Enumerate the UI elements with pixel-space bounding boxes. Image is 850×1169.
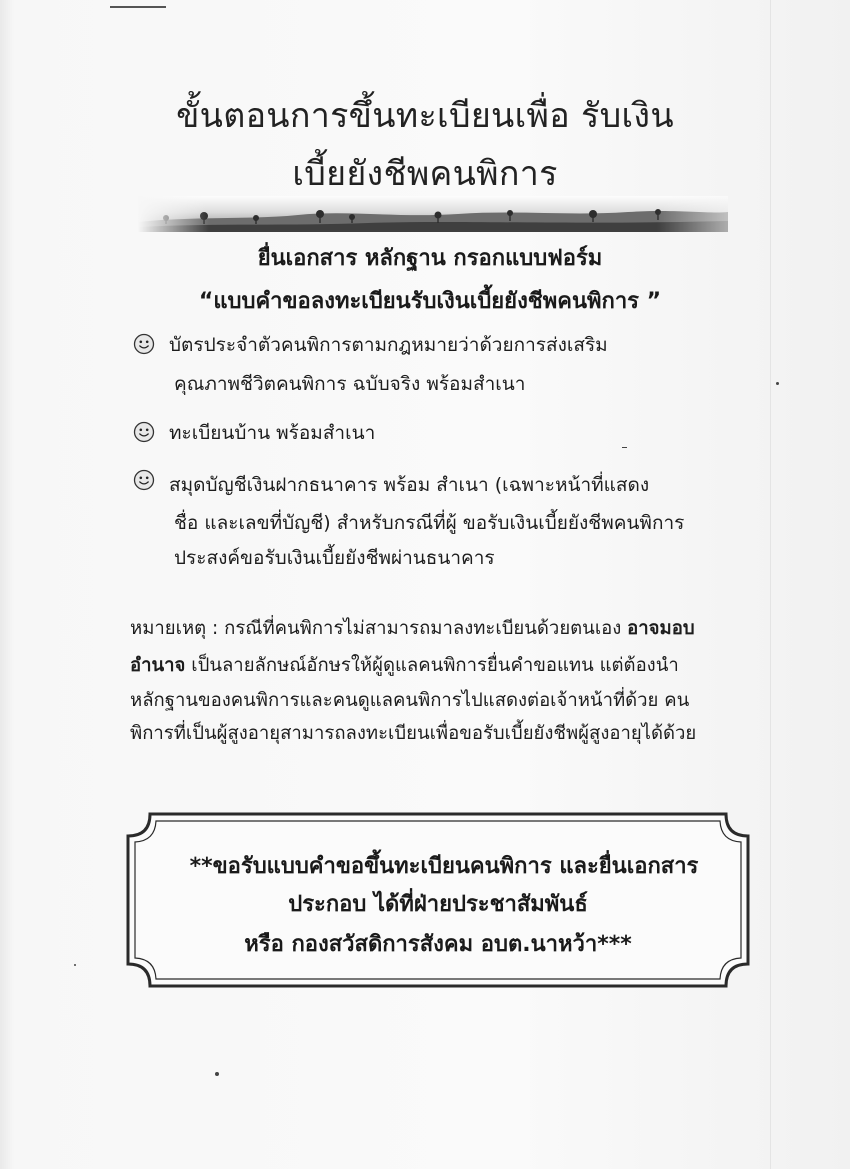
remark-line (130, 614, 740, 643)
document-line: คุณภาพชีวิตคนพิการ ฉบับจริง พร้อมสำเนา (174, 373, 526, 395)
remark-line (130, 651, 740, 680)
remark-line: พิการที่เป็นผู้สูงอายุสามารถลงทะเบียนเพื่อขอรับเบี้ยยังชีพผู้สูงอายุได้ด้วย (130, 723, 697, 744)
document-line: บัตรประจำตัวคนพิการตามกฎหมายว่าด้วยการส่งเสริม (169, 334, 608, 356)
document-line: ชื่อ และเลขที่บัญชี) สำหรับกรณีที่ผู้ ขอรับเงินเบี้ยยังชีพคนพิการ (174, 512, 685, 534)
remark-text: เป็นลายลักษณ์อักษรให้ผู้ดูแลคนพิการยื่นคำขอแทน แต่ต้องนำ (185, 655, 679, 676)
contact-line-1: **ขอรับแบบคำขอขึ้นทะเบียนคนพิการ และยื่นเอกสาร (189, 854, 699, 879)
landscape-banner-image (138, 196, 728, 232)
document-line: สมุดบัญชีเงินฝากธนาคาร พร้อม สำเนา (เฉพาะหน้าที่แสดง (169, 474, 650, 496)
scan-speck (622, 447, 627, 448)
remark-emphasis: อำนาจ (130, 655, 186, 676)
scan-speck (74, 964, 76, 966)
contact-line-3: หรือ กองสวัสดิการสังคม อบต.นาหว้า*** (244, 932, 632, 957)
document-line: ประสงค์ขอรับเงินเบี้ยยังชีพผ่านธนาคาร (174, 547, 495, 569)
remark-emphasis: อาจมอบ (627, 618, 695, 639)
contact-line-2: ประกอบ ได้ที่ฝ่ายประชาสัมพันธ์ (288, 892, 588, 917)
scan-mark (110, 6, 166, 8)
scan-speck (215, 1072, 219, 1076)
instruction-heading: ยื่นเอกสาร หลักฐาน กรอกแบบฟอร์ม (257, 246, 603, 271)
smiley-icon (133, 421, 155, 443)
smiley-icon (133, 333, 155, 355)
remark-line: หลักฐานของคนพิการและคนดูแลคนพิการไปแสดงต่อเจ้าหน้าที่ด้วย คน (130, 690, 690, 711)
scan-speck (776, 382, 779, 385)
form-name-heading: “แบบคำขอลงทะเบียนรับเงินเบี้ยยังชีพคนพิการ ” (198, 289, 662, 314)
page-title-line-2: เบี้ยยังชีพคนพิการ (292, 154, 558, 194)
document-line: ทะเบียนบ้าน พร้อมสำเนา (169, 422, 376, 444)
remark-text: หมายเหตุ : กรณีที่คนพิการไม่สามารถมาลงทะเบียนด้วยตนเอง (130, 618, 628, 639)
smiley-icon (133, 469, 155, 491)
page-title-line-1: ขั้นตอนการขึ้นทะเบียนเพื่อ รับเงิน (176, 96, 674, 136)
